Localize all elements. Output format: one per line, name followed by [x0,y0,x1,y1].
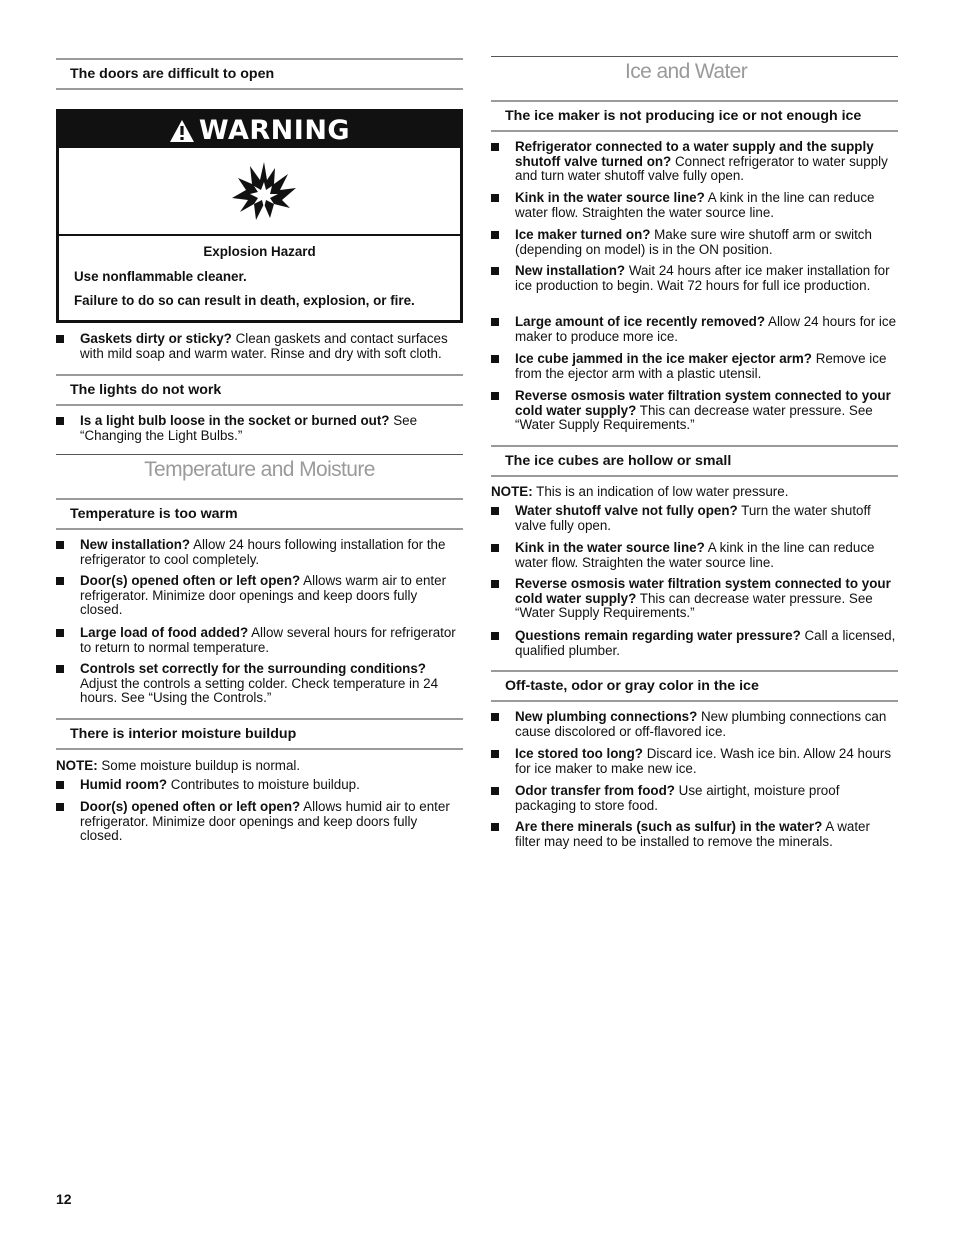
list-item: Water shutoff valve not fully open? Turn the water shutoff valve fully open. [491,504,898,533]
section-heading-moisture: There is interior moisture buildup [56,718,463,750]
warning-consequence: Failure to do so can result in death, explosion, or fire. [74,293,415,308]
list-item: Controls set correctly for the surrounding conditions? Adjust the controls a setting colder. Check temperature in 24 hours. See “Using the Controls.” [56,662,463,706]
bullet-square-icon [491,318,499,326]
list-item: Large load of food added? Allow several hours for refrigerator to return to normal temperature. [56,626,463,655]
warning-banner [59,112,460,148]
section-heading-hollow-cubes: The ice cubes are hollow or small [491,445,898,477]
bullet-square-icon [491,750,499,758]
hazard-title: Explosion Hazard [203,244,316,259]
section-heading-too-warm: Temperature is too warm [56,498,463,530]
bullet-square-icon [56,335,64,343]
bullet-square-icon [56,629,64,637]
list-item: Odor transfer from food? Use airtight, moisture proof packaging to store food. [491,784,898,813]
bullet-square-icon [491,507,499,515]
bullet-square-icon [56,417,64,425]
list-item: Questions remain regarding water pressure? Call a licensed, qualified plumber. [491,629,898,658]
list-item: Reverse osmosis water filtration system connected to your cold water supply? This can decrease water pressure. See “Water Supply Requirements.” [491,577,898,621]
bullet-square-icon [491,823,499,831]
list-item: Large amount of ice recently removed? Allow 24 hours for ice maker to produce more ice. [491,315,898,344]
section-title-ice-water: Ice and Water [491,56,898,57]
bullet-square-icon [491,355,499,363]
bullet-square-icon [56,541,64,549]
bullet-square-icon [491,231,499,239]
list-item: New installation? Allow 24 hours following installation for the refrigerator to cool completely. [56,538,463,567]
bullet-square-icon [56,577,64,585]
section-heading-ice-maker: The ice maker is not producing ice or not enough ice [491,100,898,132]
section-heading-off-taste: Off-taste, odor or gray color in the ice [491,670,898,702]
bullet-square-icon [491,713,499,721]
bullet-square-icon [491,787,499,795]
list-item: Door(s) opened often or left open? Allows humid air to enter refrigerator. Minimize door openings and keep doors fully closed. [56,800,463,844]
explosion-pictogram [59,148,460,236]
list-item: Ice cube jammed in the ice maker ejector arm? Remove ice from the ejector arm with a plastic utensil. [491,352,898,381]
bullet-square-icon [491,632,499,640]
page-number: 12 [56,1191,72,1207]
list-item: New plumbing connections? New plumbing connections can cause discolored or off-flavored ice. [491,710,898,739]
bullet-square-icon [491,143,499,151]
bullet-square-icon [491,267,499,275]
list-item: Reverse osmosis water filtration system connected to your cold water supply? This can decrease water pressure. See “Water Supply Requirements.” [491,389,898,433]
list-item: Is a light bulb loose in the socket or burned out? See “Changing the Light Bulbs.” [56,414,463,443]
note: NOTE: Some moisture buildup is normal. [56,758,301,773]
section-heading-doors: The doors are difficult to open [56,58,463,90]
warning-title: WARNING [198,115,351,146]
list-item: Are there minerals (such as sulfur) in the water? A water filter may need to be installed to remove the minerals. [491,820,898,849]
bullet-square-icon [491,580,499,588]
list-item: Door(s) opened often or left open? Allows warm air to enter refrigerator. Minimize door openings and keep doors fully closed. [56,574,463,618]
section-heading-lights: The lights do not work [56,374,463,406]
explosion-icon [230,160,298,222]
bullet-square-icon [56,781,64,789]
bullet-square-icon [56,803,64,811]
list-item: Kink in the water source line? A kink in the line can reduce water flow. Straighten the water source line. [491,541,898,570]
bullet-square-icon [491,544,499,552]
list-item: Humid room? Contributes to moisture buildup. [56,778,463,793]
warning-instruction: Use nonflammable cleaner. [74,269,247,284]
warning-box [56,109,463,323]
list-item: New installation? Wait 24 hours after ice maker installation for ice production to begin. Wait 72 hours for full ice production. [491,264,898,293]
warning-triangle-icon [169,119,195,143]
list-item: Gaskets dirty or sticky? Clean gaskets and contact surfaces with mild soap and warm water. Rinse and dry with soft cloth. [56,332,463,361]
list-item: Ice maker turned on? Make sure wire shutoff arm or switch (depending on model) is in the ON position. [491,228,898,257]
list-item: Refrigerator connected to a water supply and the supply shutoff valve turned on? Connect refrigerator to water supply and turn water shutoff valve fully open. [491,140,898,184]
bullet-square-icon [56,665,64,673]
bullet-square-icon [491,194,499,202]
note: NOTE: This is an indication of low water pressure. [491,484,789,499]
section-title-temperature: Temperature and Moisture [56,454,463,455]
list-item: Ice stored too long? Discard ice. Wash ice bin. Allow 24 hours for ice maker to make new ice. [491,747,898,776]
bullet-square-icon [491,392,499,400]
list-item: Kink in the water source line? A kink in the line can reduce water flow. Straighten the water source line. [491,191,898,220]
